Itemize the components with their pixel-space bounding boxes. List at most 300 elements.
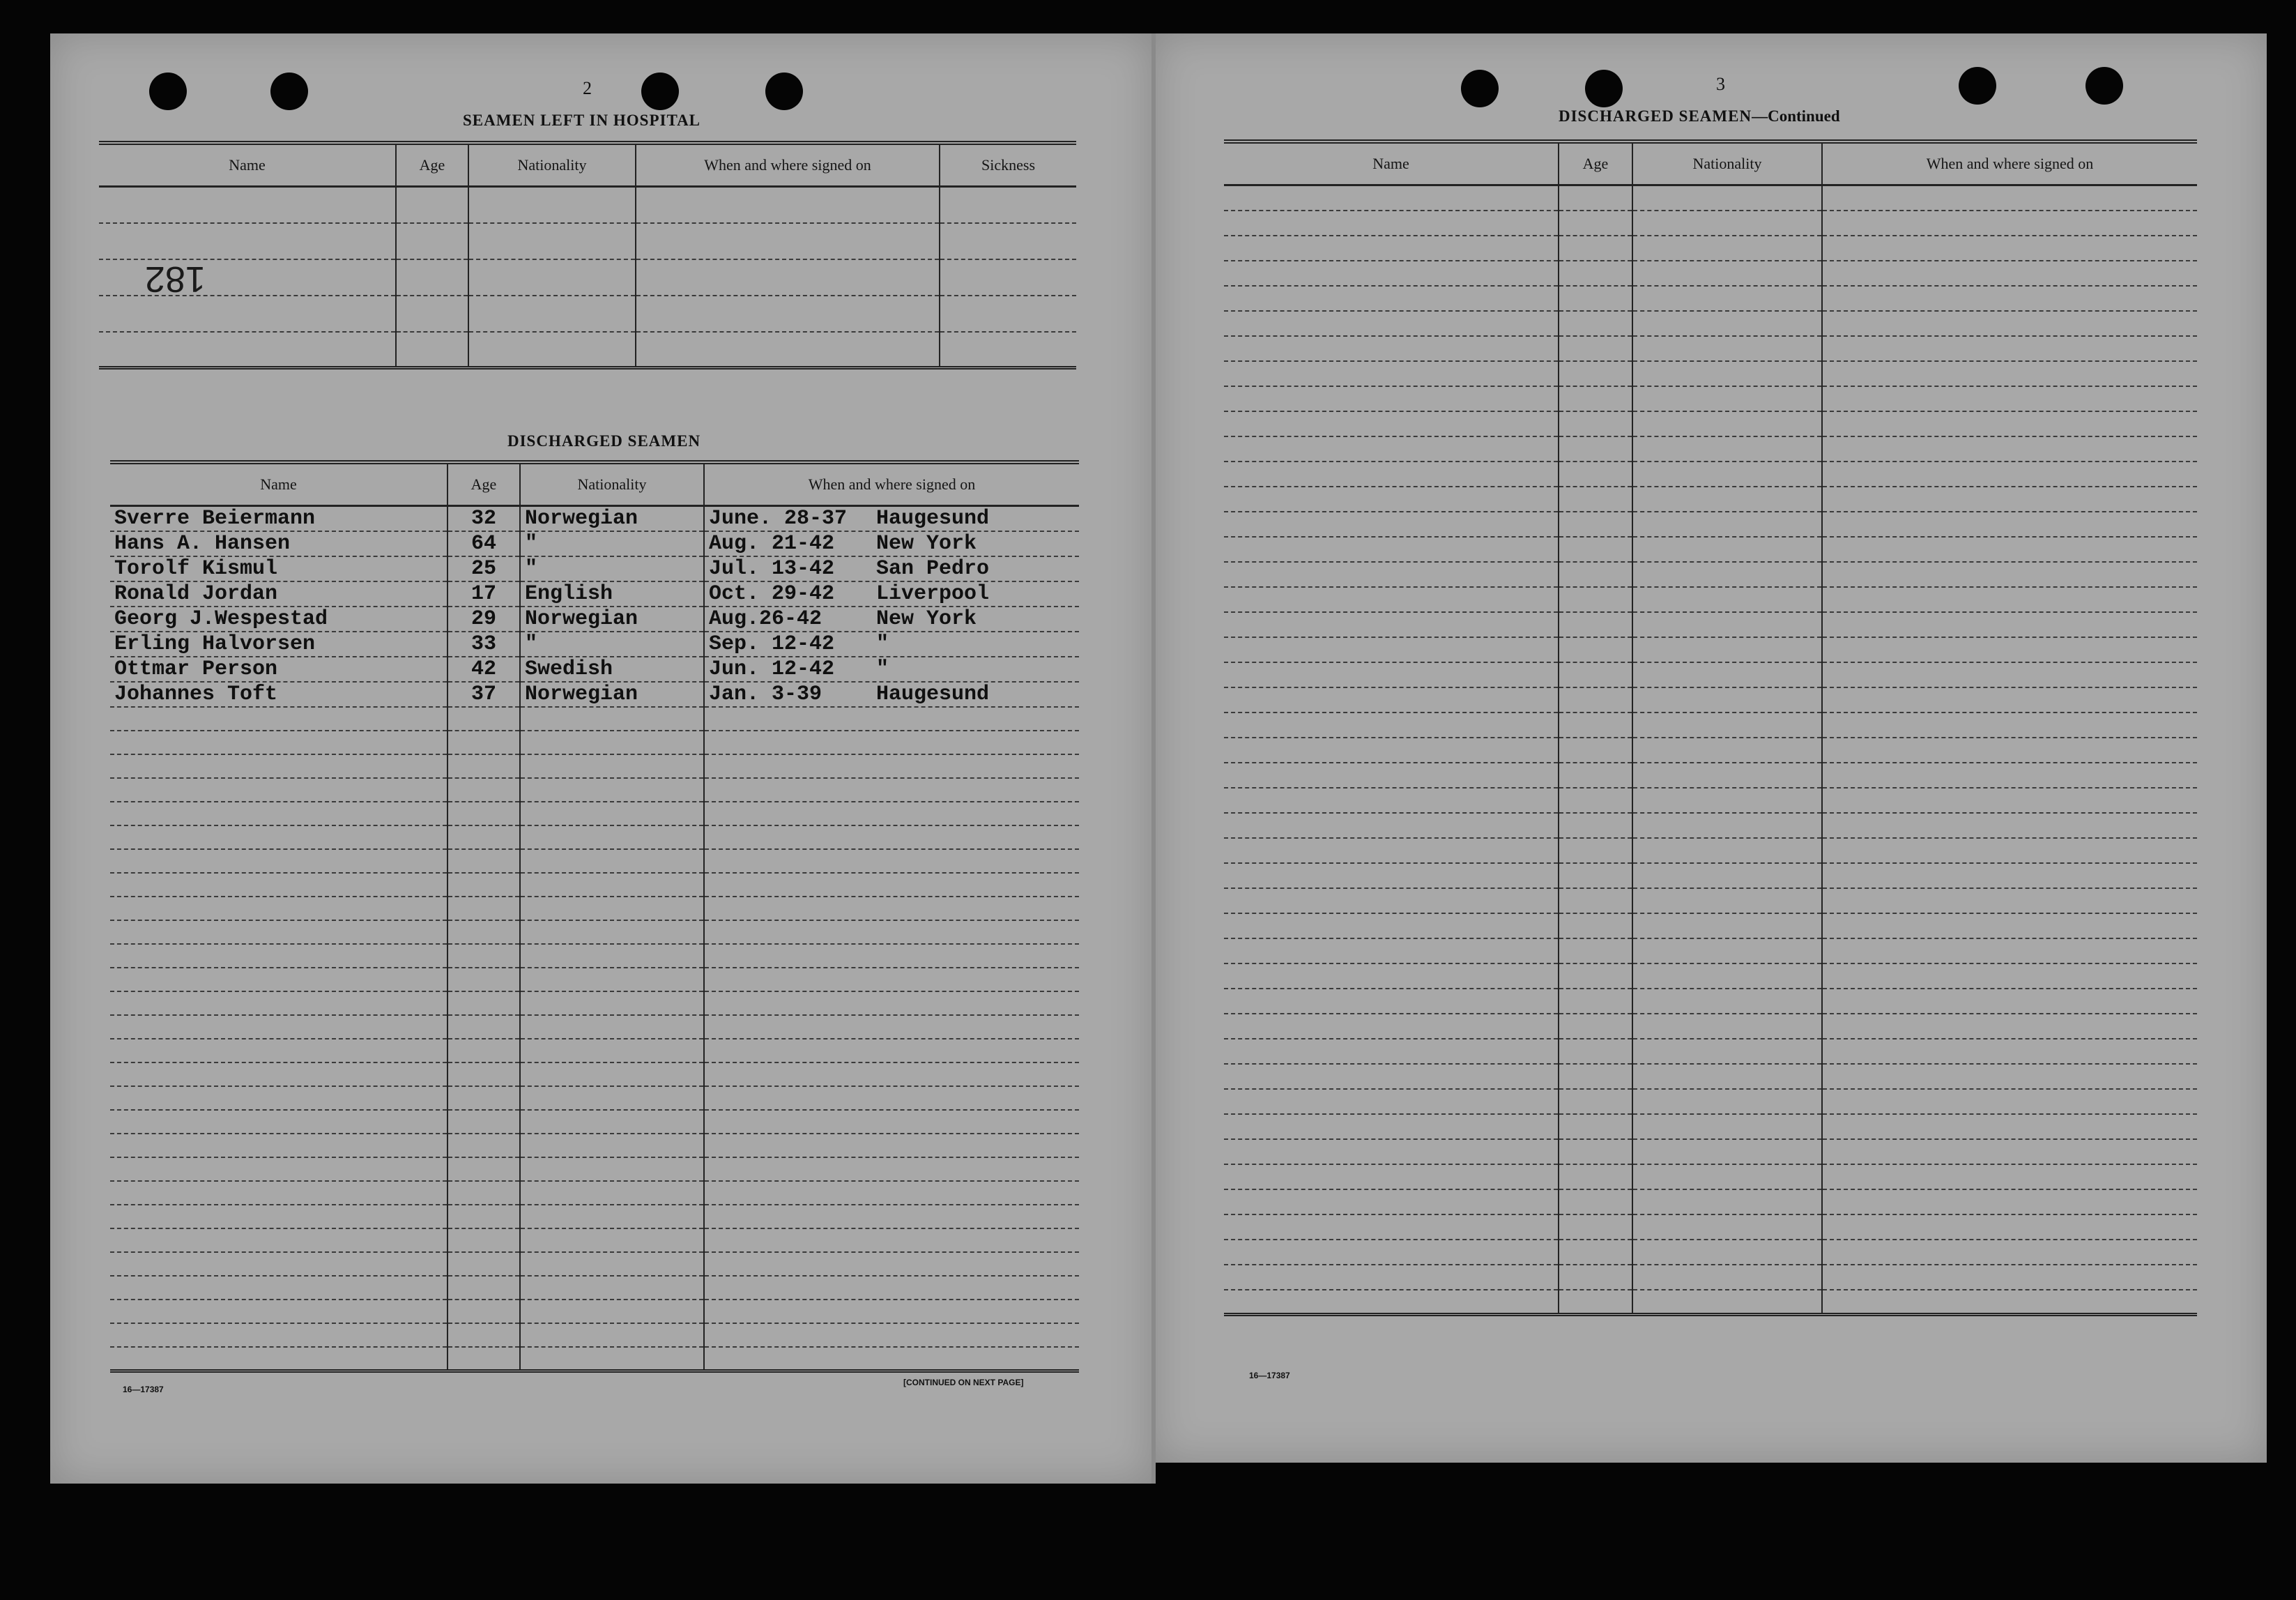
empty-cell bbox=[520, 849, 704, 873]
empty-cell bbox=[1822, 361, 2197, 386]
empty-cell bbox=[1559, 637, 1632, 662]
empty-row bbox=[1224, 436, 2197, 462]
empty-cell bbox=[1559, 1290, 1632, 1315]
empty-cell bbox=[1224, 863, 1559, 888]
empty-cell bbox=[447, 802, 520, 825]
empty-cell bbox=[447, 825, 520, 849]
seaman-nationality: Norwegian bbox=[520, 607, 704, 632]
empty-cell bbox=[1632, 211, 1822, 236]
empty-row bbox=[1224, 462, 2197, 487]
empty-cell bbox=[1632, 1290, 1822, 1315]
empty-cell bbox=[1224, 788, 1559, 813]
empty-cell bbox=[1224, 989, 1559, 1014]
empty-cell bbox=[1559, 462, 1632, 487]
empty-cell bbox=[1632, 687, 1822, 713]
column-header-sickness: Sickness bbox=[940, 143, 1076, 187]
empty-row bbox=[1224, 863, 2197, 888]
empty-row bbox=[110, 1228, 1079, 1252]
form-number: 16—17387 bbox=[1249, 1371, 1290, 1380]
discharged-seamen-table bbox=[110, 460, 1079, 1373]
empty-cell bbox=[704, 825, 1079, 849]
empty-cell bbox=[1559, 788, 1632, 813]
empty-row bbox=[1224, 813, 2197, 838]
empty-cell bbox=[110, 802, 447, 825]
empty-cell bbox=[110, 873, 447, 897]
empty-cell bbox=[1822, 286, 2197, 311]
empty-cell bbox=[1559, 537, 1632, 562]
empty-cell bbox=[447, 1134, 520, 1157]
empty-cell bbox=[110, 707, 447, 731]
column-header-age: Age bbox=[396, 143, 468, 187]
empty-cell bbox=[1632, 738, 1822, 763]
empty-cell bbox=[1822, 963, 2197, 989]
seaman-age: 33 bbox=[447, 632, 520, 657]
empty-row bbox=[110, 1015, 1079, 1039]
punch-hole bbox=[1585, 70, 1623, 107]
empty-cell bbox=[447, 968, 520, 991]
empty-cell bbox=[110, 1181, 447, 1205]
empty-row bbox=[1224, 411, 2197, 436]
empty-cell bbox=[520, 1347, 704, 1371]
empty-row bbox=[1224, 1240, 2197, 1265]
empty-cell bbox=[110, 1134, 447, 1157]
column-header-name: Name bbox=[1224, 142, 1559, 185]
empty-cell bbox=[1822, 1164, 2197, 1189]
empty-cell bbox=[1822, 462, 2197, 487]
empty-cell bbox=[447, 849, 520, 873]
empty-cell bbox=[1559, 361, 1632, 386]
empty-cell bbox=[1822, 612, 2197, 637]
empty-cell bbox=[1632, 185, 1822, 211]
empty-row bbox=[110, 754, 1079, 778]
empty-cell bbox=[1822, 813, 2197, 838]
empty-row bbox=[1224, 386, 2197, 411]
empty-cell bbox=[1632, 1139, 1822, 1164]
empty-cell bbox=[1559, 1265, 1632, 1290]
empty-row bbox=[110, 1110, 1079, 1134]
empty-cell bbox=[1822, 989, 2197, 1014]
empty-cell bbox=[1224, 938, 1559, 963]
empty-cell bbox=[99, 332, 396, 368]
empty-cell bbox=[1559, 863, 1632, 888]
empty-cell bbox=[704, 1228, 1079, 1252]
empty-cell bbox=[1559, 286, 1632, 311]
empty-cell bbox=[1224, 763, 1559, 788]
empty-cell bbox=[1224, 612, 1559, 637]
signed-on-place: San Pedro bbox=[876, 557, 990, 581]
empty-row bbox=[110, 1205, 1079, 1228]
empty-row bbox=[1224, 1039, 2197, 1064]
empty-cell bbox=[520, 778, 704, 802]
empty-row bbox=[110, 1157, 1079, 1181]
empty-cell bbox=[110, 1062, 447, 1086]
page-number: 2 bbox=[583, 78, 592, 98]
empty-cell bbox=[447, 1039, 520, 1062]
empty-cell bbox=[1224, 1214, 1559, 1240]
empty-cell bbox=[1559, 1164, 1632, 1189]
empty-cell bbox=[1822, 763, 2197, 788]
empty-cell bbox=[520, 1086, 704, 1110]
empty-cell bbox=[1632, 462, 1822, 487]
empty-cell bbox=[468, 187, 636, 223]
empty-cell bbox=[704, 991, 1079, 1015]
empty-cell bbox=[1822, 185, 2197, 211]
empty-cell bbox=[1632, 1240, 1822, 1265]
empty-cell bbox=[110, 968, 447, 991]
empty-cell bbox=[1224, 386, 1559, 411]
empty-cell bbox=[1632, 713, 1822, 738]
empty-cell bbox=[1822, 537, 2197, 562]
empty-cell bbox=[520, 944, 704, 968]
empty-row bbox=[110, 802, 1079, 825]
empty-cell bbox=[1224, 713, 1559, 738]
signed-on-place: Haugesund bbox=[876, 507, 990, 531]
seaman-name: Ronald Jordan bbox=[110, 581, 447, 607]
table-row bbox=[110, 632, 1079, 657]
empty-cell bbox=[1632, 1164, 1822, 1189]
empty-cell bbox=[1632, 612, 1822, 637]
empty-row bbox=[1224, 361, 2197, 386]
empty-cell bbox=[110, 825, 447, 849]
empty-cell bbox=[1224, 813, 1559, 838]
empty-cell bbox=[1224, 261, 1559, 286]
empty-cell bbox=[1224, 236, 1559, 261]
empty-cell bbox=[520, 991, 704, 1015]
signed-on-date: Aug. 21-42 bbox=[709, 532, 835, 556]
empty-cell bbox=[704, 849, 1079, 873]
empty-cell bbox=[447, 1323, 520, 1347]
empty-cell bbox=[1559, 662, 1632, 687]
empty-row bbox=[1224, 512, 2197, 537]
empty-row bbox=[1224, 1064, 2197, 1089]
empty-cell bbox=[1224, 687, 1559, 713]
empty-row bbox=[1224, 938, 2197, 963]
empty-cell bbox=[1224, 888, 1559, 913]
empty-cell bbox=[1559, 1114, 1632, 1139]
empty-cell bbox=[704, 1276, 1079, 1300]
form-number: 16—17387 bbox=[123, 1385, 164, 1394]
empty-cell bbox=[636, 296, 940, 332]
empty-cell bbox=[447, 1228, 520, 1252]
empty-cell bbox=[1559, 963, 1632, 989]
empty-cell bbox=[1822, 236, 2197, 261]
empty-cell bbox=[704, 920, 1079, 944]
seaman-name: Torolf Kismul bbox=[110, 556, 447, 581]
signed-on-place: " bbox=[876, 632, 889, 656]
empty-cell bbox=[1632, 1014, 1822, 1039]
empty-cell bbox=[1559, 1014, 1632, 1039]
empty-row bbox=[1224, 336, 2197, 361]
empty-cell bbox=[1632, 938, 1822, 963]
column-header-nationality: Nationality bbox=[468, 143, 636, 187]
column-header-age: Age bbox=[1559, 142, 1632, 185]
empty-cell bbox=[520, 802, 704, 825]
empty-cell bbox=[1822, 311, 2197, 336]
page-fold bbox=[1151, 33, 1156, 1484]
title-main: DISCHARGED SEAMEN bbox=[1559, 107, 1752, 125]
empty-cell bbox=[1224, 1139, 1559, 1164]
seaman-signed-on bbox=[704, 607, 1079, 632]
empty-cell bbox=[1632, 788, 1822, 813]
empty-cell bbox=[520, 1134, 704, 1157]
empty-cell bbox=[110, 1039, 447, 1062]
empty-cell bbox=[1559, 211, 1632, 236]
empty-cell bbox=[520, 1300, 704, 1323]
empty-cell bbox=[520, 731, 704, 754]
empty-cell bbox=[1632, 386, 1822, 411]
empty-cell bbox=[1224, 838, 1559, 863]
empty-cell bbox=[1559, 487, 1632, 512]
seaman-signed-on bbox=[704, 682, 1079, 707]
seaman-age: 42 bbox=[447, 657, 520, 682]
empty-cell bbox=[1224, 1164, 1559, 1189]
empty-row bbox=[110, 991, 1079, 1015]
empty-cell bbox=[1822, 1240, 2197, 1265]
seaman-nationality: Norwegian bbox=[520, 506, 704, 532]
empty-cell bbox=[704, 1300, 1079, 1323]
empty-row bbox=[110, 920, 1079, 944]
punch-hole bbox=[765, 73, 803, 110]
empty-cell bbox=[468, 296, 636, 332]
empty-cell bbox=[1822, 587, 2197, 612]
empty-cell bbox=[1559, 989, 1632, 1014]
empty-cell bbox=[1559, 411, 1632, 436]
empty-cell bbox=[468, 223, 636, 259]
empty-row bbox=[1224, 1089, 2197, 1114]
empty-cell bbox=[1822, 1265, 2197, 1290]
empty-row bbox=[110, 707, 1079, 731]
discharged-section-title: DISCHARGED SEAMEN bbox=[507, 432, 701, 450]
empty-row bbox=[110, 731, 1079, 754]
empty-row bbox=[110, 1086, 1079, 1110]
empty-cell bbox=[1632, 1265, 1822, 1290]
empty-cell bbox=[1224, 1014, 1559, 1039]
empty-cell bbox=[1632, 989, 1822, 1014]
empty-cell bbox=[1559, 562, 1632, 587]
table-row bbox=[110, 506, 1079, 532]
empty-cell bbox=[1632, 487, 1822, 512]
empty-cell bbox=[940, 187, 1076, 223]
seaman-signed-on bbox=[704, 632, 1079, 657]
empty-cell bbox=[1822, 1039, 2197, 1064]
empty-cell bbox=[447, 707, 520, 731]
empty-row bbox=[110, 873, 1079, 897]
empty-cell bbox=[1224, 1240, 1559, 1265]
empty-cell bbox=[1559, 1064, 1632, 1089]
empty-cell bbox=[110, 1252, 447, 1276]
punch-hole bbox=[270, 73, 308, 110]
seaman-age: 25 bbox=[447, 556, 520, 581]
empty-cell bbox=[1559, 612, 1632, 637]
empty-cell bbox=[396, 332, 468, 368]
signed-on-place: New York bbox=[876, 607, 977, 631]
empty-row bbox=[1224, 1265, 2197, 1290]
empty-cell bbox=[704, 1110, 1079, 1134]
signed-on-date: June. 28-37 bbox=[709, 507, 848, 531]
page-number: 3 bbox=[1716, 74, 1725, 94]
empty-cell bbox=[520, 1323, 704, 1347]
empty-cell bbox=[396, 259, 468, 296]
empty-row bbox=[110, 849, 1079, 873]
empty-cell bbox=[520, 754, 704, 778]
empty-row bbox=[110, 944, 1079, 968]
empty-cell bbox=[1559, 888, 1632, 913]
discharged-continued-table bbox=[1224, 139, 2197, 1316]
empty-cell bbox=[940, 223, 1076, 259]
empty-row bbox=[1224, 738, 2197, 763]
empty-row bbox=[1224, 612, 2197, 637]
empty-cell bbox=[1822, 788, 2197, 813]
seaman-nationality: " bbox=[520, 632, 704, 657]
empty-cell bbox=[1632, 512, 1822, 537]
empty-cell bbox=[1632, 888, 1822, 913]
empty-row bbox=[1224, 261, 2197, 286]
empty-cell bbox=[447, 1276, 520, 1300]
empty-cell bbox=[468, 332, 636, 368]
empty-row bbox=[110, 1039, 1079, 1062]
empty-cell bbox=[1632, 963, 1822, 989]
seaman-nationality: English bbox=[520, 581, 704, 607]
empty-row bbox=[110, 1323, 1079, 1347]
empty-cell bbox=[704, 968, 1079, 991]
empty-cell bbox=[704, 754, 1079, 778]
empty-cell bbox=[704, 802, 1079, 825]
empty-cell bbox=[447, 873, 520, 897]
empty-cell bbox=[520, 1252, 704, 1276]
handwritten-number: 182 bbox=[145, 259, 206, 299]
empty-cell bbox=[1632, 587, 1822, 612]
empty-cell bbox=[447, 920, 520, 944]
empty-cell bbox=[520, 1181, 704, 1205]
table-row bbox=[110, 556, 1079, 581]
empty-cell bbox=[704, 731, 1079, 754]
seaman-nationality: " bbox=[520, 531, 704, 556]
empty-cell bbox=[520, 1062, 704, 1086]
empty-row bbox=[1224, 1139, 2197, 1164]
empty-cell bbox=[1822, 687, 2197, 713]
empty-cell bbox=[1224, 1114, 1559, 1139]
empty-cell bbox=[1632, 1064, 1822, 1089]
empty-cell bbox=[1632, 562, 1822, 587]
empty-cell bbox=[468, 259, 636, 296]
seaman-nationality: Swedish bbox=[520, 657, 704, 682]
empty-cell bbox=[1224, 1189, 1559, 1214]
empty-cell bbox=[447, 1110, 520, 1134]
empty-cell bbox=[704, 1323, 1079, 1347]
empty-cell bbox=[1632, 236, 1822, 261]
empty-cell bbox=[1224, 562, 1559, 587]
empty-cell bbox=[1559, 1089, 1632, 1114]
empty-cell bbox=[110, 1228, 447, 1252]
empty-cell bbox=[1822, 1214, 2197, 1240]
continued-note: [CONTINUED ON NEXT PAGE] bbox=[903, 1378, 1024, 1387]
empty-cell bbox=[99, 296, 396, 332]
empty-cell bbox=[1822, 386, 2197, 411]
punch-hole bbox=[1461, 70, 1499, 107]
empty-cell bbox=[1224, 336, 1559, 361]
empty-row bbox=[1224, 913, 2197, 938]
empty-cell bbox=[1224, 662, 1559, 687]
empty-row bbox=[1224, 989, 2197, 1014]
seaman-age: 64 bbox=[447, 531, 520, 556]
title-continued: —Continued bbox=[1752, 107, 1840, 125]
empty-cell bbox=[110, 1157, 447, 1181]
empty-row bbox=[1224, 763, 2197, 788]
punch-hole bbox=[2085, 67, 2123, 105]
signed-on-date: Oct. 29-42 bbox=[709, 582, 835, 606]
empty-row bbox=[1224, 1164, 2197, 1189]
empty-cell bbox=[1822, 1064, 2197, 1089]
seaman-signed-on bbox=[704, 581, 1079, 607]
empty-cell bbox=[1559, 311, 1632, 336]
signed-on-date: Jul. 13-42 bbox=[709, 557, 835, 581]
empty-cell bbox=[704, 1252, 1079, 1276]
empty-cell bbox=[110, 1323, 447, 1347]
empty-cell bbox=[1224, 1089, 1559, 1114]
discharged-continued-title bbox=[1559, 107, 1840, 125]
empty-row bbox=[1224, 587, 2197, 612]
empty-cell bbox=[1632, 637, 1822, 662]
empty-cell bbox=[1632, 436, 1822, 462]
empty-cell bbox=[1559, 185, 1632, 211]
empty-cell bbox=[447, 731, 520, 754]
empty-cell bbox=[520, 707, 704, 731]
empty-cell bbox=[1559, 512, 1632, 537]
seaman-nationality: " bbox=[520, 556, 704, 581]
empty-cell bbox=[1822, 1290, 2197, 1315]
empty-cell bbox=[99, 259, 396, 296]
empty-cell bbox=[110, 1205, 447, 1228]
empty-cell bbox=[110, 1086, 447, 1110]
empty-cell bbox=[447, 1300, 520, 1323]
empty-cell bbox=[1822, 562, 2197, 587]
punch-hole bbox=[1959, 67, 1996, 105]
empty-cell bbox=[1559, 386, 1632, 411]
empty-cell bbox=[1632, 411, 1822, 436]
empty-cell bbox=[447, 1205, 520, 1228]
empty-cell bbox=[704, 873, 1079, 897]
empty-cell bbox=[110, 920, 447, 944]
signed-on-place: New York bbox=[876, 532, 977, 556]
empty-cell bbox=[1559, 1039, 1632, 1064]
empty-cell bbox=[520, 920, 704, 944]
column-header-nationality: Nationality bbox=[520, 462, 704, 506]
punch-hole bbox=[149, 73, 187, 110]
empty-row bbox=[110, 1276, 1079, 1300]
seaman-signed-on bbox=[704, 657, 1079, 682]
empty-row bbox=[1224, 1014, 2197, 1039]
empty-cell bbox=[704, 1157, 1079, 1181]
empty-cell bbox=[704, 778, 1079, 802]
empty-row bbox=[1224, 185, 2197, 211]
empty-cell bbox=[1224, 361, 1559, 386]
column-header-nationality: Nationality bbox=[1632, 142, 1822, 185]
empty-row bbox=[1224, 788, 2197, 813]
empty-cell bbox=[940, 296, 1076, 332]
empty-cell bbox=[1822, 512, 2197, 537]
empty-cell bbox=[1224, 1290, 1559, 1315]
empty-cell bbox=[396, 187, 468, 223]
empty-cell bbox=[110, 1110, 447, 1134]
empty-cell bbox=[447, 1181, 520, 1205]
empty-cell bbox=[1224, 1039, 1559, 1064]
empty-cell bbox=[1559, 763, 1632, 788]
seaman-age: 29 bbox=[447, 607, 520, 632]
signed-on-date: Sep. 12-42 bbox=[709, 632, 835, 656]
empty-cell bbox=[940, 332, 1076, 368]
seaman-name: Johannes Toft bbox=[110, 682, 447, 707]
empty-cell bbox=[396, 223, 468, 259]
